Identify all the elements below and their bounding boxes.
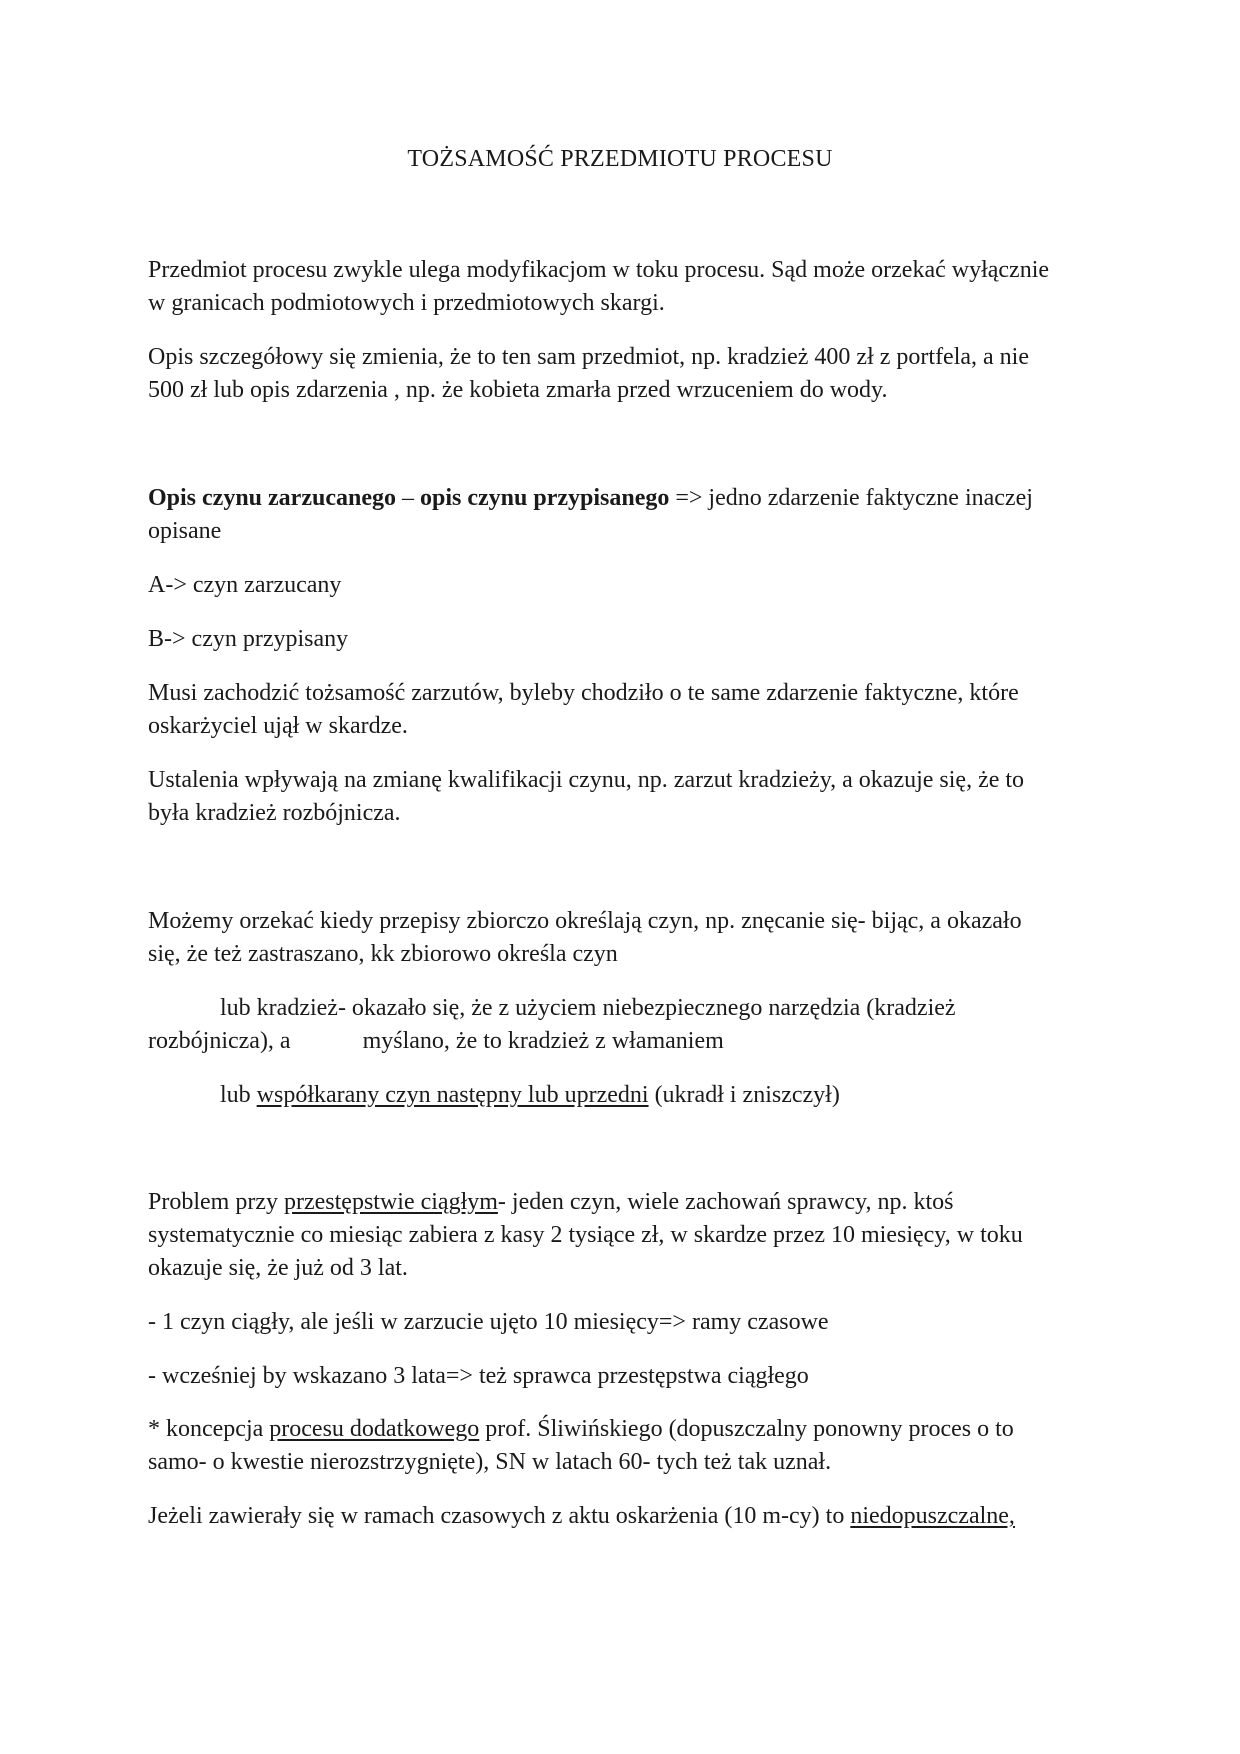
text-fragment: Problem przy <box>148 1189 284 1215</box>
text-line <box>148 1025 1098 1058</box>
text-line: Ustalenia wpływają na zmianę kwalifikacji czynu, np. zarzut kradzieży, a okazuje się, że to <box>148 767 1025 793</box>
text-line: Opis szczegółowy się zmienia, że to ten sam przedmiot, np. kradzież 400 zł z portfela, a nie <box>148 344 1030 370</box>
text-line: lub kradzież- okazało się, że z użyciem niebezpiecznego narzędzia (kradzież <box>220 995 956 1021</box>
text-line: systematycznie co miesiąc zabiera z kasy 2 tysiące zł, w skardze przez 10 miesięcy, w toku <box>148 1222 1023 1248</box>
text-line: Możemy orzekać kiedy przepisy zbiorczo określają czyn, np. znęcanie się- bijąc, a okazało <box>148 908 1022 934</box>
text-line: Przedmiot procesu zwykle ulega modyfikacjom w toku procesu. Sąd może orzekać wyłącznie <box>148 257 1050 283</box>
text-fragment: Jeżeli zawierały się w ramach czasowych z aktu oskarżenia (10 m-cy) to <box>148 1503 851 1529</box>
paragraph-co-punishable <box>148 1079 1098 1112</box>
text-line <box>148 1186 1098 1219</box>
underlined-term: procesu dodatkowego <box>269 1416 480 1442</box>
paragraph-continuous-offence <box>148 1186 1098 1285</box>
text-line: się, że też zastraszano, kk zbiorowo określa czyn <box>148 941 618 967</box>
text-fragment: myślano, że to kradzież z włamaniem <box>362 1028 724 1054</box>
text-line: 500 zł lub opis zdarzenia , np. że kobieta zmarła przed wrzuceniem do wody. <box>148 377 888 403</box>
dash: – <box>395 485 420 511</box>
bold-term: opis czynu przypisanego <box>419 485 670 511</box>
text-fragment: lub <box>220 1082 257 1108</box>
text-line: w granicach podmiotowych i przedmiotowych skargi. <box>148 290 665 316</box>
paragraph-identity <box>148 677 1098 743</box>
text-fragment: rozbójnicza), a <box>148 1028 291 1054</box>
underlined-term: niedopuszczalne, <box>850 1503 1015 1529</box>
text-fragment: (ukradł i zniszczył) <box>648 1082 840 1108</box>
text-line: A-> czyn zarzucany <box>148 572 342 598</box>
paragraph-inadmissible <box>148 1500 1098 1533</box>
paragraph-bullet-time-frame <box>148 1306 1098 1339</box>
text-line <box>148 1079 1098 1112</box>
text-line: - 1 czyn ciągły, ale jeśli w zarzucie ujęto 10 miesięcy=> ramy czasowe <box>148 1309 829 1335</box>
underlined-term: przestępstwie ciągłym <box>283 1189 498 1215</box>
underlined-term: współkarany czyn następny lub uprzedni <box>256 1082 649 1108</box>
paragraph-charge-vs-attributed <box>148 482 1098 548</box>
page-title: TOŻSAMOŚĆ PRZEDMIOTU PROCESU <box>407 146 833 172</box>
paragraph-bullet-earlier <box>148 1360 1098 1393</box>
text-line <box>148 1500 1098 1533</box>
text-line: była kradzież rozbójnicza. <box>148 800 401 826</box>
paragraph-intro <box>148 254 1098 320</box>
paragraph-description <box>148 341 1098 407</box>
text-line <box>148 482 1098 515</box>
text-line <box>148 1413 1098 1446</box>
text-line: Musi zachodzić tożsamość zarzutów, byleby chodziło o te same zdarzenie faktyczne, które <box>148 680 1019 706</box>
text-line: - wcześniej by wskazano 3 lata=> też sprawca przestępstwa ciągłego <box>148 1363 809 1389</box>
text-line: okazuje się, że już od 3 lat. <box>148 1255 408 1281</box>
text-fragment: - jeden czyn, wiele zachowań sprawcy, np. ktoś <box>497 1189 954 1215</box>
text-line: oskarżyciel ujął w skardze. <box>148 713 408 739</box>
text-line: samo- o kwestie nierozstrzygnięte), SN w latach 60- tych też tak uznał. <box>148 1449 832 1475</box>
text-fragment: => jedno zdarzenie faktyczne inaczej <box>669 485 1033 511</box>
paragraph-qualification <box>148 764 1098 830</box>
text-line: B-> czyn przypisany <box>148 626 349 652</box>
paragraph-theft-variant <box>148 992 1098 1058</box>
paragraph-additional-process <box>148 1413 1098 1479</box>
text-fragment: prof. Śliwińskiego (dopuszczalny ponowny proces o to <box>479 1416 1014 1442</box>
paragraph-point-b <box>148 623 1098 656</box>
text-line: opisane <box>148 518 222 544</box>
bold-term: Opis czynu zarzucanego <box>148 485 396 511</box>
paragraph-point-a <box>148 569 1098 602</box>
paragraph-collective-provisions <box>148 905 1098 971</box>
text-fragment: * koncepcja <box>148 1416 270 1442</box>
